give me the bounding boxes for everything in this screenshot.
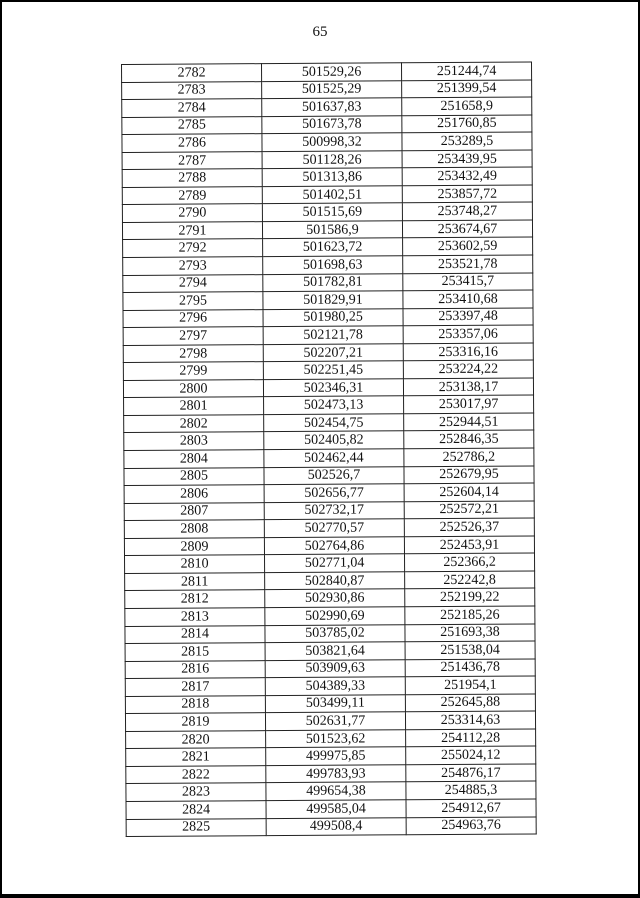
x-coordinate-cell: 499654,38 bbox=[266, 782, 406, 800]
x-coordinate-cell: 502771,04 bbox=[265, 554, 405, 572]
y-coordinate-cell: 252679,95 bbox=[404, 466, 534, 484]
x-coordinate-cell: 503909,63 bbox=[265, 659, 405, 677]
y-coordinate-cell: 252944,51 bbox=[404, 413, 534, 431]
y-coordinate-cell: 253314,63 bbox=[405, 711, 535, 729]
y-coordinate-cell: 253748,27 bbox=[402, 202, 532, 220]
y-coordinate-cell: 252846,35 bbox=[404, 430, 534, 448]
point-number-cell: 2818 bbox=[125, 695, 265, 713]
x-coordinate-cell: 501313,86 bbox=[262, 168, 402, 186]
x-coordinate-cell: 501698,63 bbox=[263, 256, 403, 274]
point-number-cell: 2813 bbox=[125, 608, 265, 626]
y-coordinate-cell: 251658,9 bbox=[402, 97, 532, 115]
point-number-cell: 2795 bbox=[123, 292, 263, 310]
point-number-cell: 2809 bbox=[124, 537, 264, 555]
y-coordinate-cell: 254912,67 bbox=[406, 799, 536, 817]
y-coordinate-cell: 253415,7 bbox=[403, 273, 533, 291]
point-number-cell: 2811 bbox=[125, 572, 265, 590]
x-coordinate-cell: 501623,72 bbox=[263, 238, 403, 256]
point-number-cell: 2823 bbox=[126, 783, 266, 801]
x-coordinate-cell: 501525,29 bbox=[262, 80, 402, 98]
x-coordinate-cell: 502121,78 bbox=[263, 326, 403, 344]
point-number-cell: 2812 bbox=[125, 590, 265, 608]
y-coordinate-cell: 253357,06 bbox=[403, 325, 533, 343]
x-coordinate-cell: 501637,83 bbox=[262, 98, 402, 116]
x-coordinate-cell: 501128,26 bbox=[262, 151, 402, 169]
x-coordinate-cell: 502207,21 bbox=[263, 344, 403, 362]
x-coordinate-cell: 500998,32 bbox=[262, 133, 402, 151]
x-coordinate-cell: 502656,77 bbox=[264, 484, 404, 502]
x-coordinate-cell: 499508,4 bbox=[266, 817, 406, 835]
point-number-cell: 2814 bbox=[125, 625, 265, 643]
x-coordinate-cell: 504389,33 bbox=[265, 677, 405, 695]
page-number: 65 bbox=[312, 24, 328, 40]
y-coordinate-cell: 253410,68 bbox=[403, 290, 533, 308]
point-number-cell: 2819 bbox=[125, 713, 265, 731]
y-coordinate-cell: 252526,37 bbox=[404, 518, 534, 536]
y-coordinate-cell: 251436,78 bbox=[405, 659, 535, 677]
point-number-cell: 2796 bbox=[123, 309, 263, 327]
y-coordinate-cell: 254876,17 bbox=[406, 764, 536, 782]
x-coordinate-cell: 501829,91 bbox=[263, 291, 403, 309]
y-coordinate-cell: 251760,85 bbox=[402, 115, 532, 133]
x-coordinate-cell: 502764,86 bbox=[264, 537, 404, 555]
y-coordinate-cell: 253397,48 bbox=[403, 308, 533, 326]
y-coordinate-cell: 251954,1 bbox=[405, 676, 535, 694]
point-number-cell: 2815 bbox=[125, 643, 265, 661]
point-number-cell: 2802 bbox=[124, 415, 264, 433]
point-number-cell: 2822 bbox=[126, 766, 266, 784]
x-coordinate-cell: 503785,02 bbox=[265, 624, 405, 642]
point-number-cell: 2782 bbox=[122, 64, 262, 82]
x-coordinate-cell: 502454,75 bbox=[264, 414, 404, 432]
coordinates-table-body bbox=[122, 62, 537, 837]
point-number-cell: 2793 bbox=[123, 257, 263, 275]
y-coordinate-cell: 253432,49 bbox=[402, 167, 532, 185]
y-coordinate-cell: 252604,14 bbox=[404, 483, 534, 501]
point-number-cell: 2794 bbox=[123, 274, 263, 292]
scan-border-left bbox=[0, 0, 2, 898]
point-number-cell: 2820 bbox=[126, 730, 266, 748]
point-number-cell: 2792 bbox=[123, 239, 263, 257]
point-number-cell: 2821 bbox=[126, 748, 266, 766]
y-coordinate-cell: 252185,26 bbox=[405, 606, 535, 624]
y-coordinate-cell: 252786,2 bbox=[404, 448, 534, 466]
scan-border-top bbox=[0, 0, 640, 2]
x-coordinate-cell: 503499,11 bbox=[265, 694, 405, 712]
x-coordinate-cell: 501782,81 bbox=[263, 273, 403, 291]
x-coordinate-cell: 501515,69 bbox=[262, 203, 402, 221]
x-coordinate-cell: 501980,25 bbox=[263, 308, 403, 326]
point-number-cell: 2806 bbox=[124, 485, 264, 503]
x-coordinate-cell: 502732,17 bbox=[264, 501, 404, 519]
y-coordinate-cell: 252645,88 bbox=[405, 694, 535, 712]
x-coordinate-cell: 502840,87 bbox=[265, 572, 405, 590]
x-coordinate-cell: 502526,7 bbox=[264, 466, 404, 484]
y-coordinate-cell: 252242,8 bbox=[405, 571, 535, 589]
point-number-cell: 2798 bbox=[123, 344, 263, 362]
y-coordinate-cell: 254963,76 bbox=[406, 816, 536, 834]
x-coordinate-cell: 501523,62 bbox=[266, 730, 406, 748]
x-coordinate-cell: 503821,64 bbox=[265, 642, 405, 660]
x-coordinate-cell: 502930,86 bbox=[265, 589, 405, 607]
x-coordinate-cell: 502473,13 bbox=[264, 396, 404, 414]
point-number-cell: 2824 bbox=[126, 801, 266, 819]
point-number-cell: 2787 bbox=[122, 151, 262, 169]
y-coordinate-cell: 254112,28 bbox=[406, 729, 536, 747]
point-number-cell: 2783 bbox=[122, 81, 262, 99]
point-number-cell: 2825 bbox=[126, 818, 266, 836]
point-number-cell: 2807 bbox=[124, 502, 264, 520]
y-coordinate-cell: 255024,12 bbox=[406, 746, 536, 764]
x-coordinate-cell: 502631,77 bbox=[265, 712, 405, 730]
point-number-cell: 2805 bbox=[124, 467, 264, 485]
y-coordinate-cell: 251538,04 bbox=[405, 641, 535, 659]
x-coordinate-cell: 499975,85 bbox=[266, 747, 406, 765]
y-coordinate-cell: 252453,91 bbox=[404, 536, 534, 554]
x-coordinate-cell: 502990,69 bbox=[265, 607, 405, 625]
y-coordinate-cell: 251399,54 bbox=[402, 80, 532, 98]
point-number-cell: 2816 bbox=[125, 660, 265, 678]
point-number-cell: 2784 bbox=[122, 99, 262, 117]
y-coordinate-cell: 253017,97 bbox=[404, 395, 534, 413]
point-number-cell: 2801 bbox=[124, 397, 264, 415]
y-coordinate-cell: 254885,3 bbox=[406, 781, 536, 799]
y-coordinate-cell: 253316,16 bbox=[403, 343, 533, 361]
point-number-cell: 2808 bbox=[124, 520, 264, 538]
point-number-cell: 2817 bbox=[125, 678, 265, 696]
y-coordinate-cell: 253674,67 bbox=[402, 220, 532, 238]
point-number-cell: 2800 bbox=[123, 379, 263, 397]
table-row bbox=[126, 816, 536, 836]
point-number-cell: 2786 bbox=[122, 134, 262, 152]
y-coordinate-cell: 252572,21 bbox=[404, 501, 534, 519]
x-coordinate-cell: 501673,78 bbox=[262, 115, 402, 133]
x-coordinate-cell: 499783,93 bbox=[266, 765, 406, 783]
x-coordinate-cell: 502405,82 bbox=[264, 431, 404, 449]
y-coordinate-cell: 251693,38 bbox=[405, 623, 535, 641]
y-coordinate-cell: 253289,5 bbox=[402, 132, 532, 150]
point-number-cell: 2788 bbox=[122, 169, 262, 187]
y-coordinate-cell: 252199,22 bbox=[405, 588, 535, 606]
coordinates-table bbox=[121, 61, 537, 837]
y-coordinate-cell: 251244,74 bbox=[401, 62, 531, 80]
point-number-cell: 2810 bbox=[125, 555, 265, 573]
x-coordinate-cell: 501529,26 bbox=[262, 63, 402, 81]
x-coordinate-cell: 502462,44 bbox=[264, 449, 404, 467]
point-number-cell: 2789 bbox=[122, 186, 262, 204]
point-number-cell: 2791 bbox=[122, 222, 262, 240]
y-coordinate-cell: 253602,59 bbox=[403, 237, 533, 255]
scan-border-bottom bbox=[0, 894, 640, 898]
point-number-cell: 2790 bbox=[122, 204, 262, 222]
y-coordinate-cell: 253224,22 bbox=[403, 360, 533, 378]
x-coordinate-cell: 501402,51 bbox=[262, 186, 402, 204]
x-coordinate-cell: 499585,04 bbox=[266, 800, 406, 818]
point-number-cell: 2803 bbox=[124, 432, 264, 450]
y-coordinate-cell: 253439,95 bbox=[402, 150, 532, 168]
point-number-cell: 2804 bbox=[124, 450, 264, 468]
y-coordinate-cell: 252366,2 bbox=[404, 553, 534, 571]
x-coordinate-cell: 502251,45 bbox=[263, 361, 403, 379]
point-number-cell: 2797 bbox=[123, 327, 263, 345]
x-coordinate-cell: 502770,57 bbox=[264, 519, 404, 537]
y-coordinate-cell: 253857,72 bbox=[402, 185, 532, 203]
point-number-cell: 2799 bbox=[123, 362, 263, 380]
x-coordinate-cell: 501586,9 bbox=[262, 221, 402, 239]
point-number-cell: 2785 bbox=[122, 116, 262, 134]
y-coordinate-cell: 253138,17 bbox=[403, 378, 533, 396]
x-coordinate-cell: 502346,31 bbox=[263, 379, 403, 397]
y-coordinate-cell: 253521,78 bbox=[403, 255, 533, 273]
